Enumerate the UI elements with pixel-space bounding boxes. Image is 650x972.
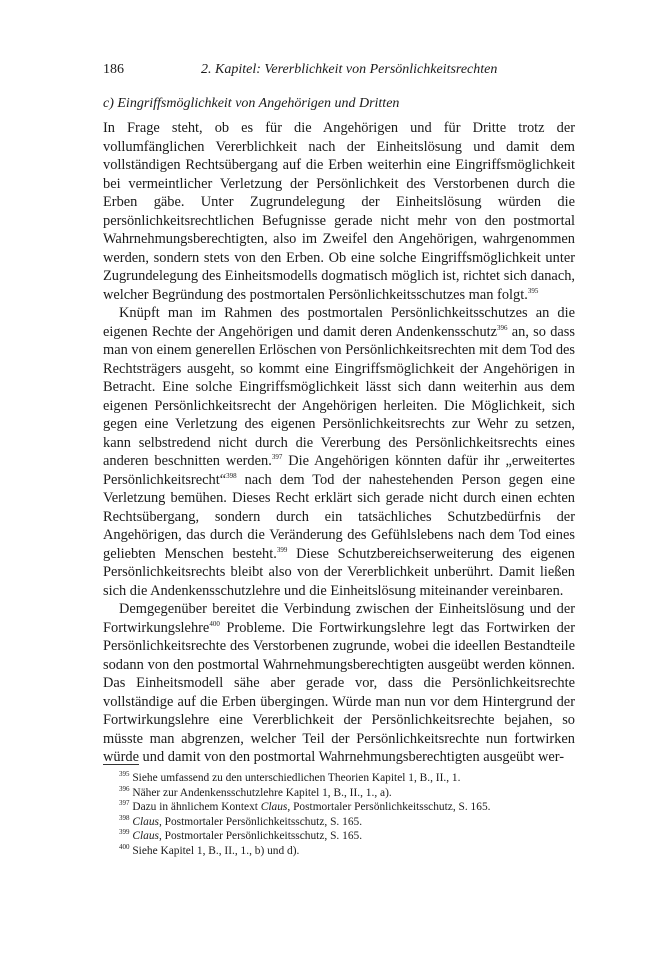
footnote-divider xyxy=(103,764,139,765)
footnote-text: Siehe umfassend zu den unterschiedlichen Theorien Kapitel 1, B., II., 1. xyxy=(129,772,461,784)
footnote-395 xyxy=(119,771,575,786)
footnote-ref-400: 400 xyxy=(209,619,220,628)
paragraph-2-part-d: nach dem Tod der nahestehenden Person gegen eine Verletzung bemühen. Dieses Recht erklärt sich gerade nicht durch einen echten Rechtsübergang, sondern durch ein tatsächliches Schutzbedürfnis der Angehörigen, das durch die Veränderung des Gefühlslebens nach dem Tod eines geliebten Menschen besteht. xyxy=(103,471,575,562)
footnote-ref-395: 395 xyxy=(527,286,539,295)
footnote-text: Dazu in ähnlichem Kontext xyxy=(129,801,261,814)
footnote-number: 396 xyxy=(119,784,130,793)
footnote-author: Claus xyxy=(260,801,288,814)
footnote-396 xyxy=(119,786,575,801)
footnotes xyxy=(119,771,575,859)
paragraph-3-part-b: Probleme. Die Fortwirkungslehre legt das Fortwirken der Persönlichkeitsrechte des Verstorbenen zugrunde, wobei die ideellen Bestandteile sodann von den postmortal Wahrnehmungsberechtigten ausgeübt werden können. Das Einheitsmodell sähe aber gerade vor, dass die Persönlichkeitsrechte vollständige auf die Erben übergingen. Würde man nun vor dem Hintergrund der Fortwirkungslehre eine Vererblichkeit der Persönlichkeitsrechte bejahen, so müsste man abgrenzen, welcher Teil der Persönlichkeitsrechte nun fortwirken würde und damit von den postmortal Wahrnehmungsberechtigten ausgeübt wer- xyxy=(103,619,575,765)
paragraph-3-part-a: Demgegenüber bereitet die Verbindung zwischen der Einheitslösung und der Fortwirkungslehre xyxy=(103,601,575,636)
paragraph-2 xyxy=(103,304,575,600)
body-text xyxy=(103,119,575,767)
running-title: 2. Kapitel: Vererblichkeit von Persönlichkeitsrechten xyxy=(201,62,498,77)
footnote-number: 399 xyxy=(119,828,130,837)
footnote-author: Claus xyxy=(132,815,159,828)
paragraph-1-text: In Frage steht, ob es für die Angehörigen und für Dritte trotz der vollumfänglichen Vererblichkeit nach der Einheitslösung und damit dem vollständigen Rechtsübergang auf die Erben weiterhin eine Eingriffsmöglichkeit bei vermeintlicher Verletzung der Persönlichkeit des Verstorbenen durch die Erben gäbe. Unter Zugrundelegung der Einheitslösung würden die persönlichkeitsrechtlichen Befugnisse gerade nicht mehr von den postmortal Wahrnehmungsberechtigten, also im Zweifel den Angehörigen, wahrgenommen werden, sondern stets von den Erben. Ob eine solche Eingriffsmöglichkeit unter Zugrundelegung des Einheitsmodells dogmatisch möglich ist, richtet sich danach, welcher Begründung des postmortalen Persönlichkeitsschutzes man folgt. xyxy=(103,120,575,303)
running-head xyxy=(103,62,575,82)
footnote-source: , Postmortaler Persönlichkeitsschutz, S. 165. xyxy=(158,830,363,843)
footnote-source: , Postmortaler Persönlichkeitsschutz, S. 165. xyxy=(287,801,491,814)
footnote-ref-399: 399 xyxy=(276,545,288,554)
paragraph-2-part-e: Diese Schutzbereichserweiterung des eigenen Persönlichkeitsrechts bleibt also von der Vererblichkeit unberührt. Damit ließen sich die Andenkensschutzlehre und die Einheitslösung miteinander vereinbaren. xyxy=(103,545,575,599)
footnote-ref-398: 398 xyxy=(226,471,237,480)
paragraph-3 xyxy=(103,600,575,767)
paragraph-2-part-a: Knüpft man im Rahmen des postmortalen Persönlichkeitsschutzes an die eigenen Rechte der Angehörigen und damit deren Andenkensschutz xyxy=(103,305,575,340)
footnote-number: 397 xyxy=(119,799,130,808)
page-number: 186 xyxy=(103,62,124,77)
footnote-398 xyxy=(119,815,575,830)
footnote-text: Näher zur Andenkensschutzlehre Kapitel 1, B., II., 1., a). xyxy=(129,786,392,799)
footnote-author: Claus xyxy=(132,830,159,843)
footnote-ref-397: 397 xyxy=(271,453,283,462)
footnote-number: 400 xyxy=(119,843,130,852)
footnote-399 xyxy=(119,829,575,844)
footnote-397 xyxy=(119,800,575,815)
footnote-number: 398 xyxy=(119,813,130,822)
paragraph-1 xyxy=(103,119,575,304)
footnote-ref-396: 396 xyxy=(497,323,508,332)
footnote-text: Siehe Kapitel 1, B., II., 1., b) und d). xyxy=(129,844,300,857)
section-heading: c) Eingriffsmöglichkeit von Angehörigen und Dritten xyxy=(103,96,400,111)
footnote-source: , Postmortaler Persönlichkeitsschutz, S. 165. xyxy=(158,815,363,828)
paragraph-2-part-c: Die Angehörigen könnten dafür ihr „erweitertes Persönlichkeitsrecht“ xyxy=(103,453,575,488)
footnote-400 xyxy=(119,844,575,859)
paragraph-2-part-b: an, so dass man von einem generellen Erlöschen von Persönlichkeitsrechten mit dem Tod des Rechtsträgers ausgeht, so kommt eine Eingriffsmöglichkeit der Angehörigen in Betracht. Eine solche Eingriffsmöglichkeit lässt sich dann weiterhin aus dem eigenen Persönlichkeitsrecht der Angehörigen herleiten. Die Möglichkeit, sich gegen eine Verletzung des eigenen Persönlichkeitsrechts zur Wehr zu setzen, kann selbstredend nicht durch die Vererbung des Persönlichkeitsrechts eines anderen beschnitten werden. xyxy=(103,323,575,469)
footnote-number: 395 xyxy=(119,770,130,779)
